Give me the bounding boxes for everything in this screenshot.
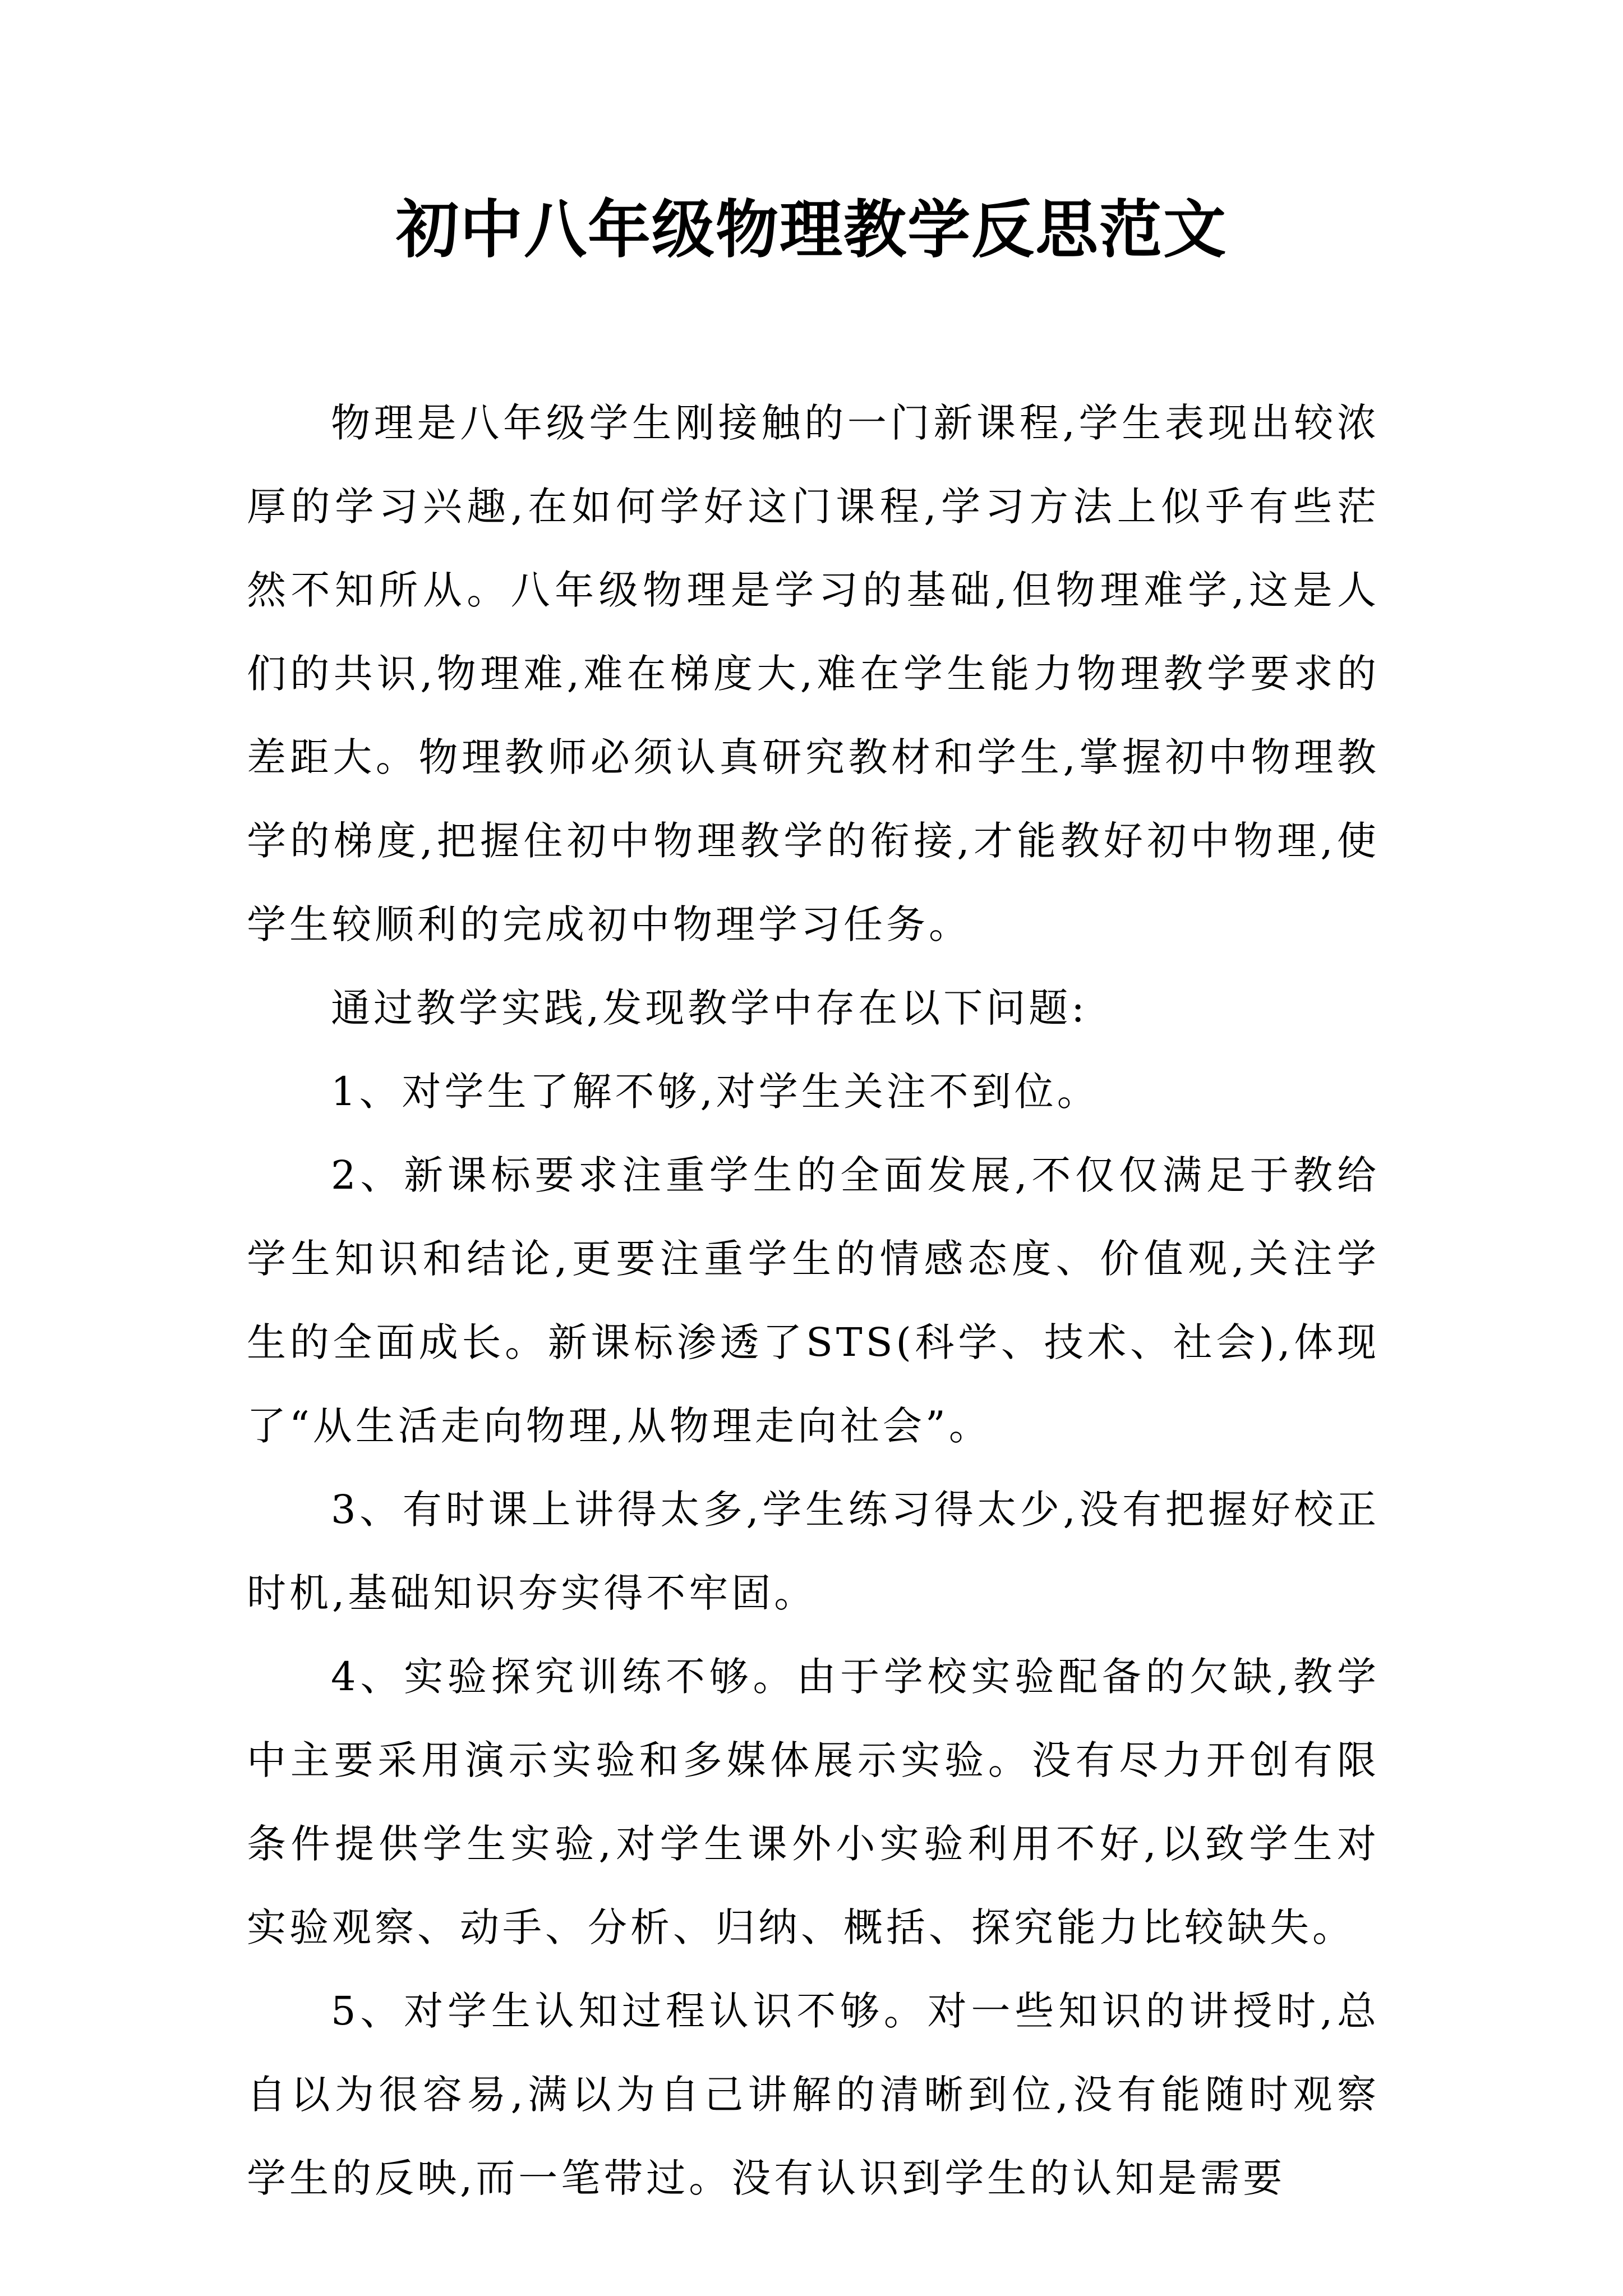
paragraph-item-3: 3、有时课上讲得太多,学生练习得太少,没有把握好校正时机,基础知识夯实得不牢固。 — [247, 1487, 1380, 1616]
paragraph-item-2: 2、新课标要求注重学生的全面发展,不仅仅满足于教给学生知识和结论,更要注重学生的情感态度、价值观,关注学生的全面成长。新课标渗透了STS(科学、技术、社会),体现了“从生活走向物理,从物理走向社会”。 — [247, 1152, 1380, 1449]
paragraph-problems-heading: 通过教学实践,发现教学中存在以下问题: — [331, 985, 1088, 1031]
paragraph-intro: 物理是八年级学生刚接触的一门新课程,学生表现出较浓厚的学习兴趣,在如何学好这门课程,学习方法上似乎有些茫然不知所从。八年级物理是学习的基础,但物理难学,这是人们的共识,物理难,难在梯度大,难在学生能力物理教学要求的差距大。物理教师必须认真研究教材和学生,掌握初中物理教学的梯度,把握住初中物理教学的衔接,才能教好初中物理,使学生较顺利的完成初中物理学习任务。 — [247, 400, 1380, 947]
document-title: 初中八年级物理教学反思范文 — [396, 193, 1227, 266]
paragraph-item-1: 1、对学生了解不够,对学生关注不到位。 — [331, 1069, 1100, 1115]
paragraph-item-5: 5、对学生认知过程认识不够。对一些知识的讲授时,总自以为很容易,满以为自己讲解的清晰到位,没有能随时观察学生的反映,而一笔带过。没有认识到学生的认知是需要 — [247, 1988, 1380, 2201]
paragraph-item-4: 4、实验探究训练不够。由于学校实验配备的欠缺,教学中主要采用演示实验和多媒体展示实验。没有尽力开创有限条件提供学生实验,对学生课外小实验利用不好,以致学生对实验观察、动手、分析、归纳、概括、探究能力比较缺失。 — [247, 1654, 1380, 1950]
document-body — [247, 381, 1380, 2220]
